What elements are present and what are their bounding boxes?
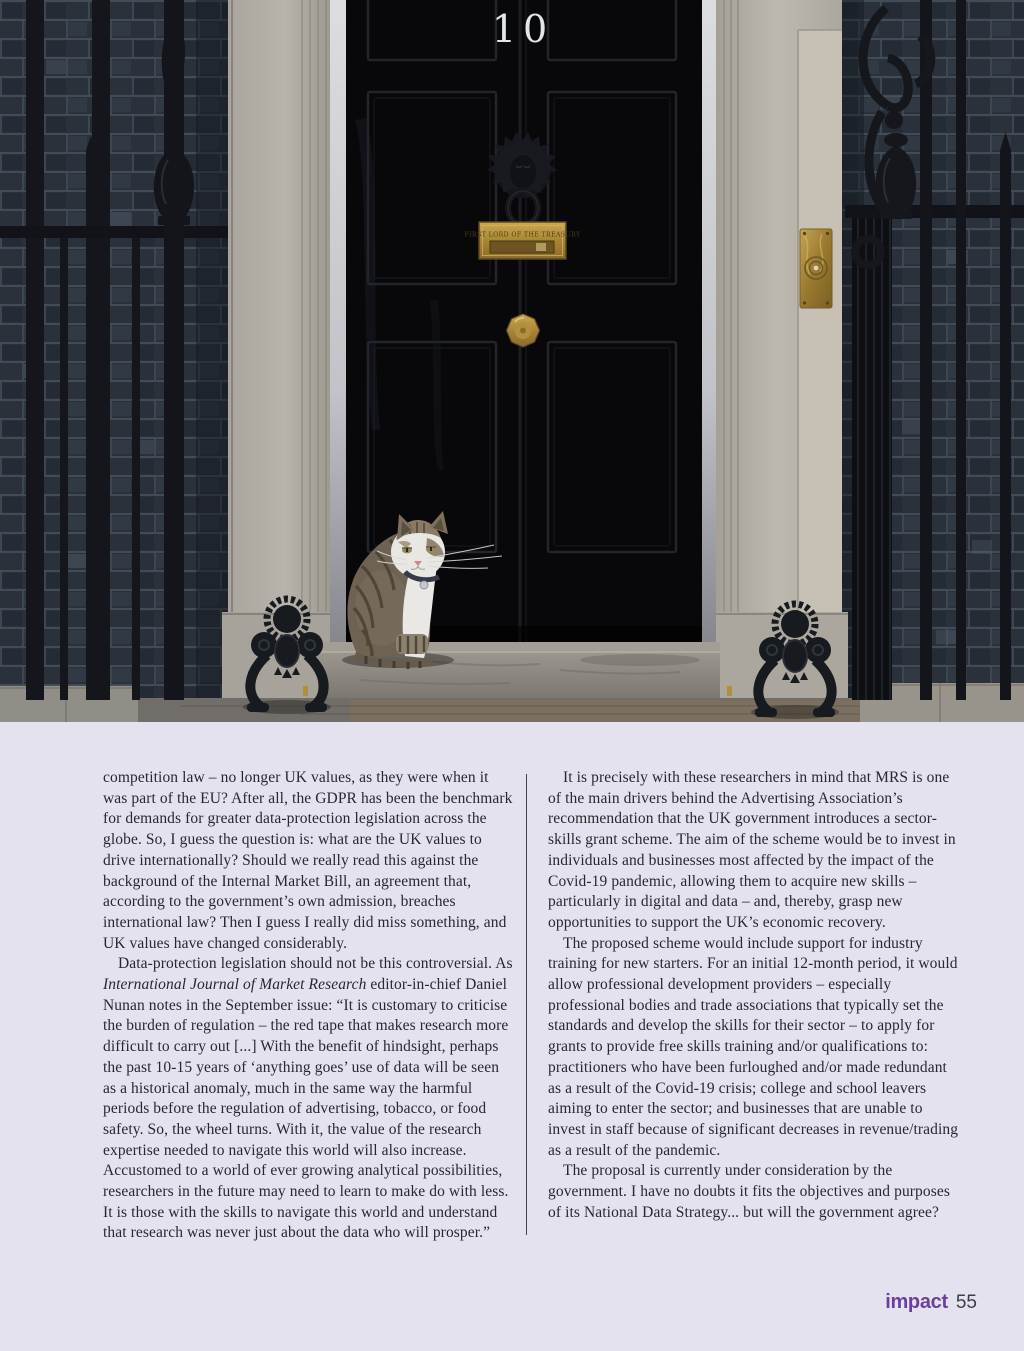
collar-tag: [420, 581, 428, 589]
paragraph: Data-protection legislation should not be this controversial. As International Journal of Market Research editor-in-chief Daniel Nunan notes in the September issue: “It is customary to criticise the burden of regulation – the red tape that makes research more difficult to carry out [...] With the benefit of hindsight, perhaps the past 10-15 years of ‘anything goes’ use of data will be seen as a historical anomaly, much in the same way the harmful periods before the regulation of advertising, tobacco, or food safety. So, the wheel turns. With it, the value of the research expertise needed to navigate this world will also increase. Accustomed to a world of ever growing analytical possibilities, researchers in the future may need to learn to make do with less. It is those with the skills to navigate this world and understand that research was never just about the data who will prosper.”: [103, 955, 513, 1242]
doorbell[interactable]: [800, 229, 832, 308]
stone-pillar-left: [222, 0, 340, 700]
article-column-right: [548, 768, 963, 1244]
door-knob[interactable]: [507, 314, 540, 347]
paragraph: The proposed scheme would include support for industry training for new starters. For an initial 12-month period, it would allow professional development providers – especially professional bodies and trade associations that typically set the standards and develop the skills for their sector – to apply for grants to provide free skills training and/or qualifications to: practitioners who have been furloughed and/or made redundant as a result of the Covid-19 crisis; college and school leavers aiming to enter the sector; and businesses that are unable to invest in staff because of significant decreases in revenue/trading as a result of the pandemic.: [548, 934, 959, 1159]
paragraph: The proposal is currently under consideration by the government. I have no doubts it fits the objectives and purposes of its National Data Strategy... but will the government agree?: [548, 1162, 950, 1221]
letterbox-inscription: FIRST LORD OF THE TREASURY: [464, 231, 581, 239]
article-body: [103, 768, 963, 1244]
door-number: 10: [491, 7, 555, 51]
door-frame-right: [702, 0, 716, 652]
door-frame-left: [330, 0, 346, 652]
paragraph: competition law – no longer UK values, as they were when it was part of the EU? After all, the GDPR has been the benchmark for demands for greater data-protection legislation across the globe. So, I guess the question is: what are the UK values to drive internationally? Should we really read this against the background of the Internal Market Bill, an agreement that, according to the government’s own admission, breaches international law? Then I guess I really did miss something, and UK values have changed considerably.: [103, 769, 513, 952]
letterbox[interactable]: [464, 222, 581, 259]
stone-pillar-right: [706, 0, 848, 700]
paragraph: It is precisely with these researchers in mind that MRS is one of the main drivers behind the Advertising Association’s recommendation that the UK government introduces a sector-skills grant scheme. The aim of the scheme would be to invest in individuals and businesses most affected by the impact of the Covid-19 pandemic, allowing them to acquire new skills – particularly in digital and data – and, thereby, grasp new opportunities to support the UK’s economic recovery.: [548, 769, 956, 931]
page-number: 55: [955, 1292, 977, 1313]
doorbell-button[interactable]: [814, 266, 819, 271]
article-column-left: [103, 768, 515, 1244]
page-footer: [885, 1291, 977, 1314]
brand-logo: impact: [885, 1291, 948, 1313]
